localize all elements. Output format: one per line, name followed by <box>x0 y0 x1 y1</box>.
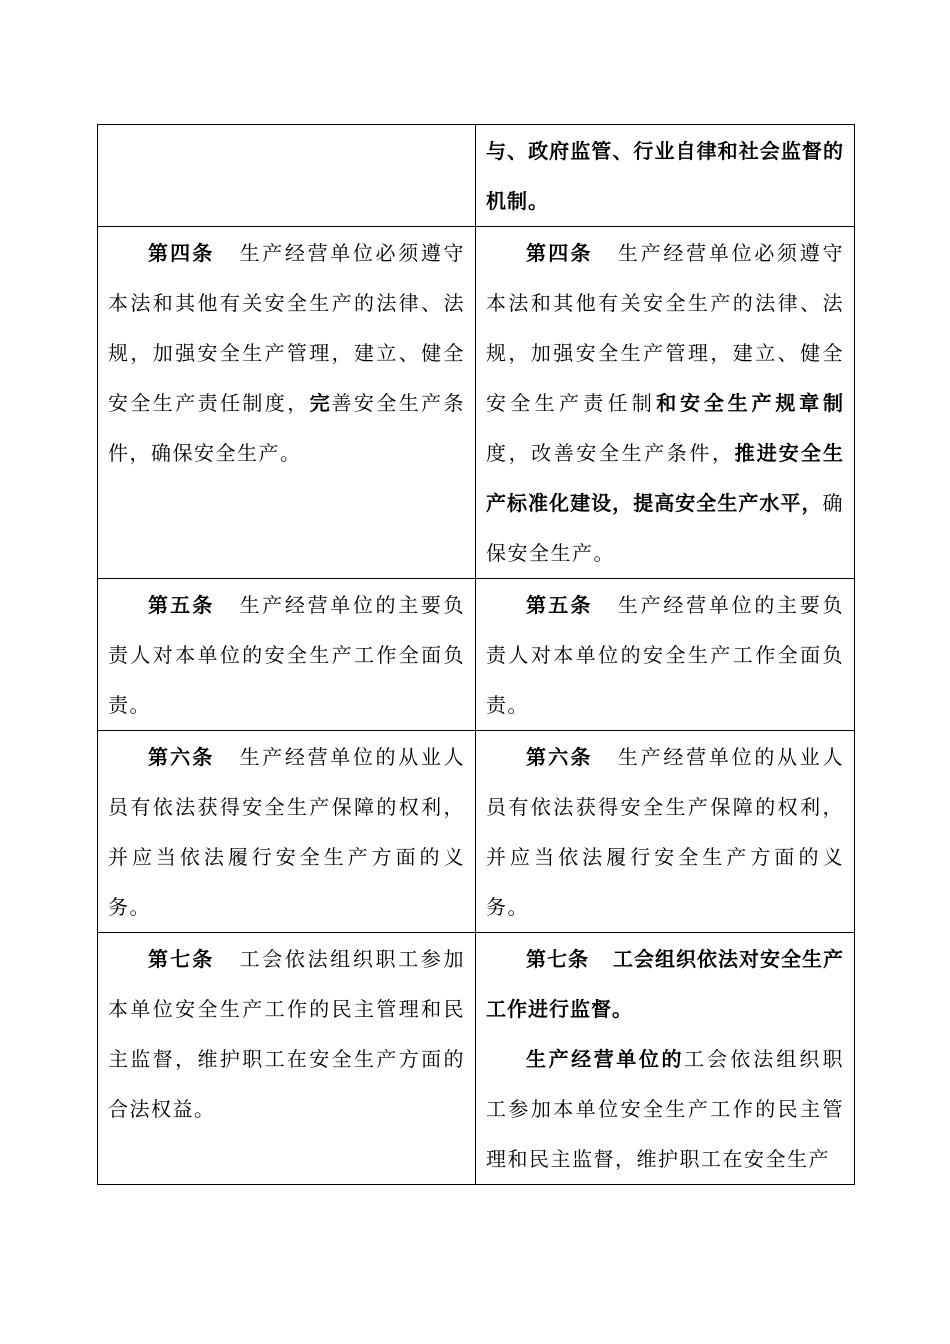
new-text-cell <box>476 933 855 1185</box>
article-text: 生产经营单位的从业人员有依法获得安全生产保障的权利，并应当依法履行安全生产方面的义务。 <box>486 745 845 919</box>
article-text: 生产经营单位的主要负责人对本单位的安全生产工作全面负责。 <box>108 593 466 717</box>
old-text-cell <box>98 227 476 579</box>
article-title: 第四条 <box>526 241 593 265</box>
article-text: 生产经营单位的主要负责人对本单位的安全生产工作全面负责。 <box>486 593 845 717</box>
article-title: 第六条 <box>526 745 593 769</box>
law-comparison-table <box>97 124 855 1185</box>
article-text: 确保安全生产。 <box>486 491 844 565</box>
table-row <box>98 125 855 227</box>
article-text: 工会依法组织职工参加本单位安全生产工作的民主管理和民主监督，维护职工在安全生产 <box>486 1047 845 1171</box>
table-row <box>98 731 855 933</box>
added-text: 工会组织依法对安全生产工作进行监督。 <box>486 947 844 1021</box>
changed-text: 完 <box>309 391 332 415</box>
new-text-cell <box>476 579 855 731</box>
old-text-cell <box>98 731 476 933</box>
article-title: 第五条 <box>526 593 593 617</box>
article-text: 生产经营单位必须遵守本法和其他有关安全生产的法律、法规，加强安全生产管理，建立、健全安全生产责任制 <box>486 241 845 415</box>
new-text-cell <box>476 227 855 579</box>
table-row <box>98 933 855 1185</box>
table-row <box>98 579 855 731</box>
article-text: 善安全生产条件，确保安全生产。 <box>108 391 466 465</box>
added-text: 生产经营单位的 <box>526 1047 685 1071</box>
added-text: 推进安全生产标准化建设，提高安全生产水平， <box>486 441 845 515</box>
article-text: 生产经营单位必须遵守本法和其他有关安全生产的法律、法规，加强安全生产管理，建立、健全安全生产责任制度， <box>108 241 466 415</box>
table-row <box>98 227 855 579</box>
new-text-cell <box>476 125 855 227</box>
added-text: 和安全生产规章制 <box>656 391 844 415</box>
article-title: 第七条 <box>148 947 215 971</box>
article-title: 第四条 <box>148 241 215 265</box>
article-text: 生产经营单位的从业人员有依法获得安全生产保障的权利，并应当依法履行安全生产方面的义务。 <box>108 745 466 919</box>
article-text: 度，改善安全生产条件， <box>486 441 735 465</box>
article-text: 工会依法组织职工参加本单位安全生产工作的民主管理和民主监督，维护职工在安全生产方面的合法权益。 <box>108 947 466 1121</box>
article-title: 第六条 <box>148 745 215 769</box>
old-text-cell <box>98 933 476 1185</box>
old-text-cell <box>98 125 476 227</box>
article-title: 第七条 <box>526 947 589 971</box>
article-title: 第五条 <box>148 593 215 617</box>
article-3-continuation: 与、政府监管、行业自律和社会监督的机制。 <box>486 139 844 213</box>
new-text-cell <box>476 731 855 933</box>
old-text-cell <box>98 579 476 731</box>
